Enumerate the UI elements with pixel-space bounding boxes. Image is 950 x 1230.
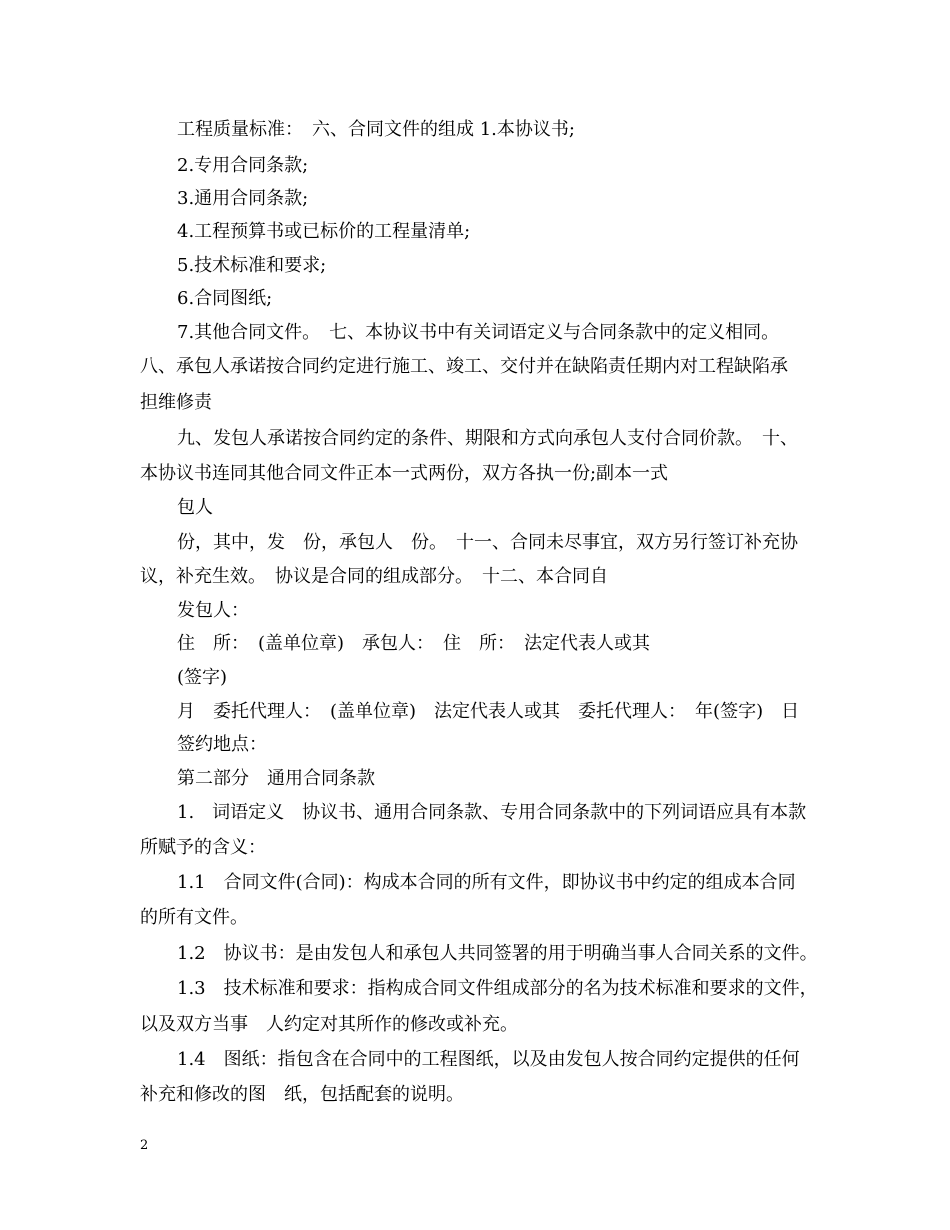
text-line: 7.其他合同文件。 七、本协议书中有关词语定义与合同条款中的定义相同。	[177, 322, 780, 343]
text-line: 以及双方当事 人约定对其所作的修改或补充。	[140, 1014, 518, 1035]
text-line: 签约地点：	[177, 734, 267, 755]
text-line: 3.通用合同条款;	[177, 188, 309, 209]
text-line: 包人	[177, 497, 213, 518]
text-line: 补充和修改的图 纸，包括配套的说明。	[140, 1084, 464, 1105]
text-line: (签字)	[177, 667, 228, 688]
text-line: 九、发包人承诺按合同约定的条件、期限和方式向承包人支付合同价款。 十、	[177, 428, 798, 449]
text-line: 发包人：	[177, 600, 249, 621]
text-line: 的所有文件。	[140, 907, 248, 928]
text-line: 议，补充生效。 协议是合同的组成部分。 十二、本合同自	[140, 566, 608, 587]
text-line: 本协议书连同其他合同文件正本一式两份，双方各执一份;副本一式	[140, 463, 669, 484]
text-line: 4.工程预算书或已标价的工程量清单;	[177, 221, 471, 242]
section-heading: 第二部分 通用合同条款	[177, 768, 375, 789]
text-line: 工程质量标准： 六、合同文件的组成 1.本协议书;	[177, 119, 575, 140]
text-line: 1.4 图纸：指包含在合同中的工程图纸，以及由发包人按合同约定提供的任何	[177, 1049, 800, 1070]
text-line: 1.1 合同文件(合同)：构成本合同的所有文件，即协议书中约定的组成本合同	[177, 872, 796, 893]
text-line: 1.3 技术标准和要求：指构成合同文件组成部分的名为技术标准和要求的文件，	[177, 978, 818, 999]
text-line: 八、承包人承诺按合同约定进行施工、竣工、交付并在缺陷责任期内对工程缺陷承	[140, 356, 788, 377]
text-line: 月 委托代理人： (盖单位章) 法定代表人或其 委托代理人： 年(签字) 日	[177, 701, 800, 722]
text-line: 5.技术标准和要求;	[177, 255, 327, 276]
text-line: 住 所： (盖单位章) 承包人： 住 所： 法定代表人或其	[177, 633, 651, 654]
text-line: 所赋予的含义：	[140, 837, 266, 858]
text-line: 担维修责	[140, 392, 212, 413]
text-line: 2.专用合同条款;	[177, 155, 309, 176]
text-line: 份，其中，发 份，承包人 份。 十一、合同未尽事宜，双方另行签订补充协	[177, 532, 798, 553]
page-number: 2	[140, 1138, 149, 1153]
text-line: 6.合同图纸;	[177, 288, 273, 309]
text-line: 1.2 协议书：是由发包人和承包人共同签署的用于明确当事人合同关系的文件。	[177, 943, 818, 964]
text-line: 1. 词语定义 协议书、通用合同条款、专用合同条款中的下列词语应具有本款	[177, 802, 807, 823]
